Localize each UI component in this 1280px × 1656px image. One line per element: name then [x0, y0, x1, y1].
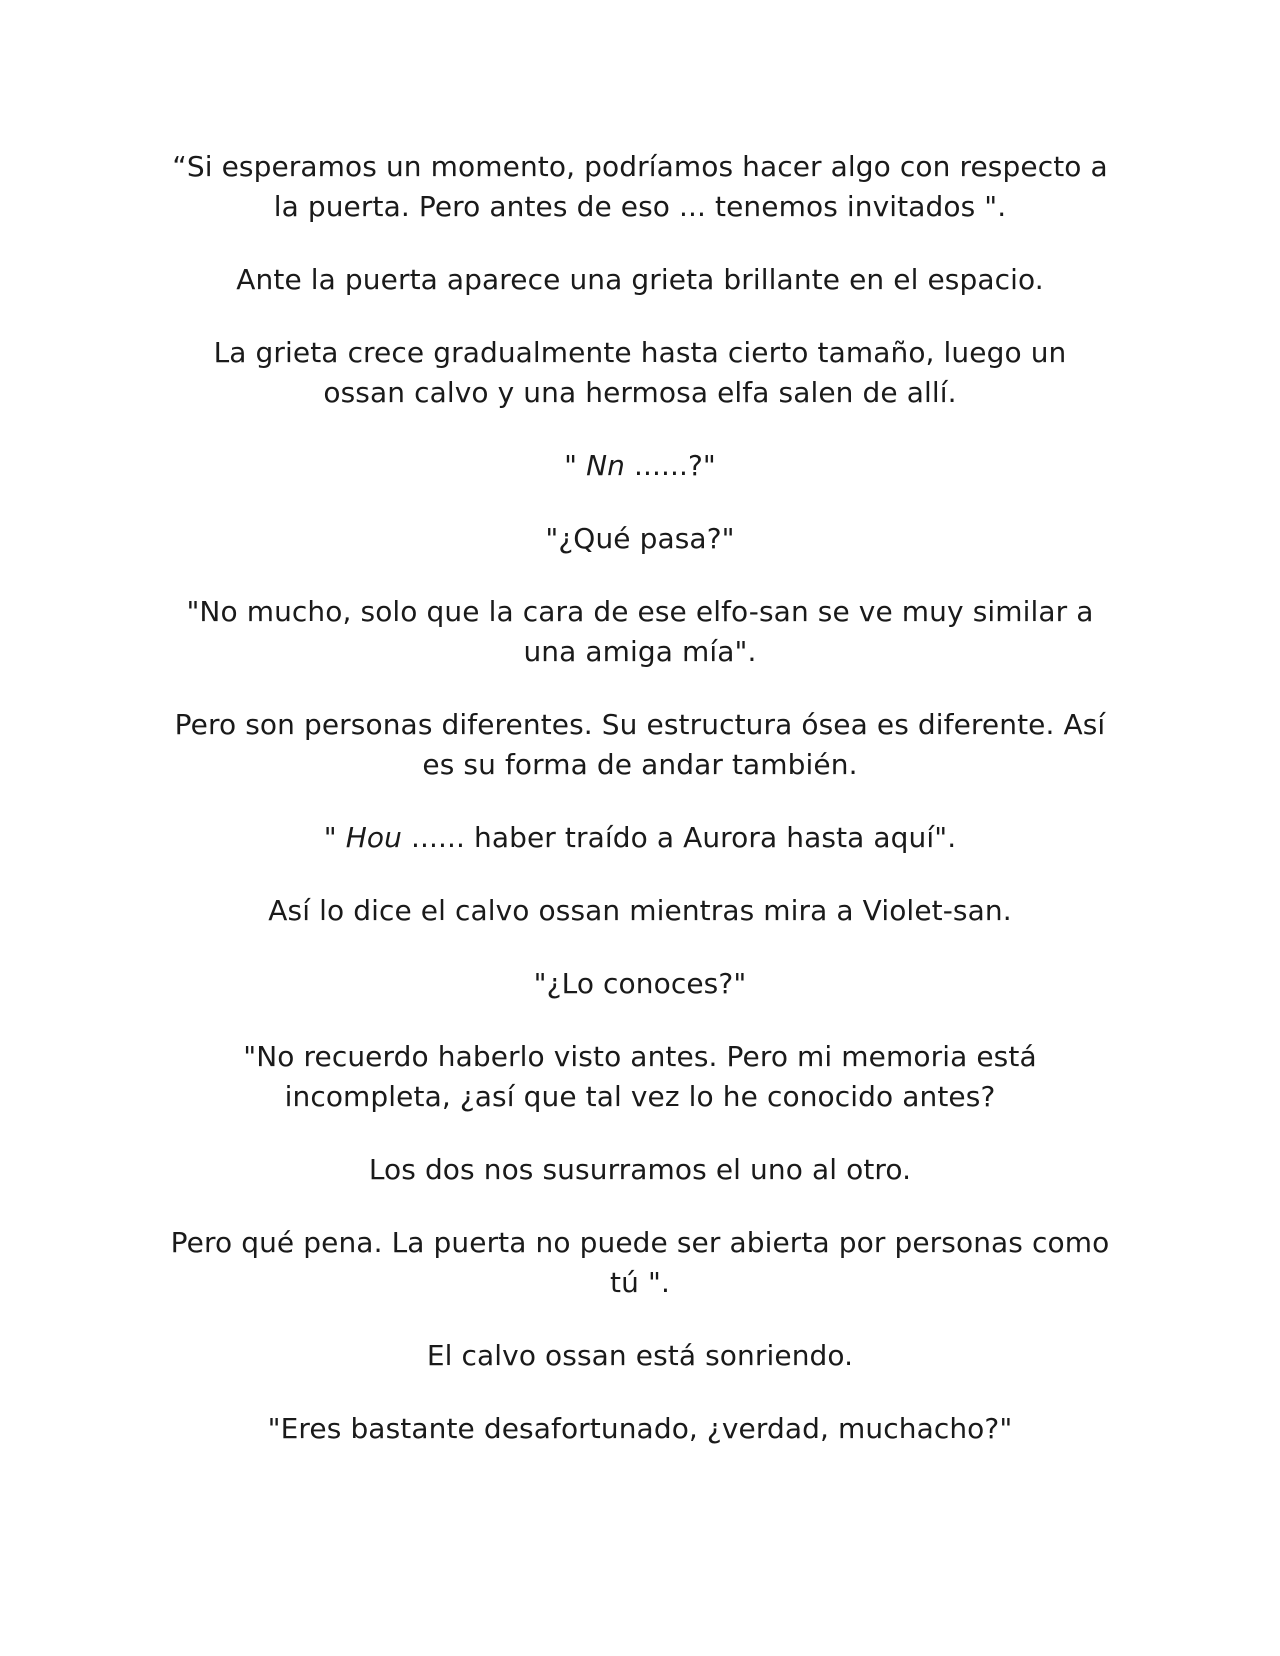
- paragraph: "Eres bastante desafortunado, ¿verdad, muchacho?": [267, 1412, 1013, 1445]
- paragraph: Ante la puerta aparece una grieta brillante en el espacio.: [236, 263, 1044, 296]
- text-run: ......?": [624, 449, 716, 482]
- paragraph: “Si esperamos un momento, podríamos hacer algo con respecto a la puerta. Pero antes de eso ... tenemos invitados ".: [172, 150, 1108, 223]
- italic-text: Nn: [586, 449, 625, 482]
- text-run: ...... haber traído a Aurora hasta aquí".: [401, 821, 957, 854]
- paragraph: "¿Lo conoces?": [533, 967, 747, 1000]
- paragraph: El calvo ossan está sonriendo.: [426, 1339, 854, 1372]
- paragraph: [170, 818, 1110, 858]
- paragraph: "No recuerdo haberlo visto antes. Pero mi memoria está incompleta, ¿así que tal vez lo he conocido antes?: [243, 1040, 1037, 1113]
- paragraph: Pero son personas diferentes. Su estructura ósea es diferente. Así es su forma de andar también.: [174, 708, 1106, 781]
- italic-text: Hou: [345, 821, 402, 854]
- text-run: ": [323, 821, 346, 854]
- paragraph: Así lo dice el calvo ossan mientras mira a Violet-san.: [268, 894, 1012, 927]
- paragraph: Pero qué pena. La puerta no puede ser abierta por personas como tú ".: [170, 1226, 1110, 1299]
- paragraph: "No mucho, solo que la cara de ese elfo-san se ve muy similar a una amiga mía".: [186, 595, 1094, 668]
- paragraph: [170, 446, 1110, 486]
- paragraph: La grieta crece gradualmente hasta cierto tamaño, luego un ossan calvo y una hermosa elfa salen de allí.: [213, 336, 1067, 409]
- paragraph: "¿Qué pasa?": [545, 522, 735, 555]
- text-run: ": [564, 449, 587, 482]
- paragraph: Los dos nos susurramos el uno al otro.: [368, 1153, 912, 1186]
